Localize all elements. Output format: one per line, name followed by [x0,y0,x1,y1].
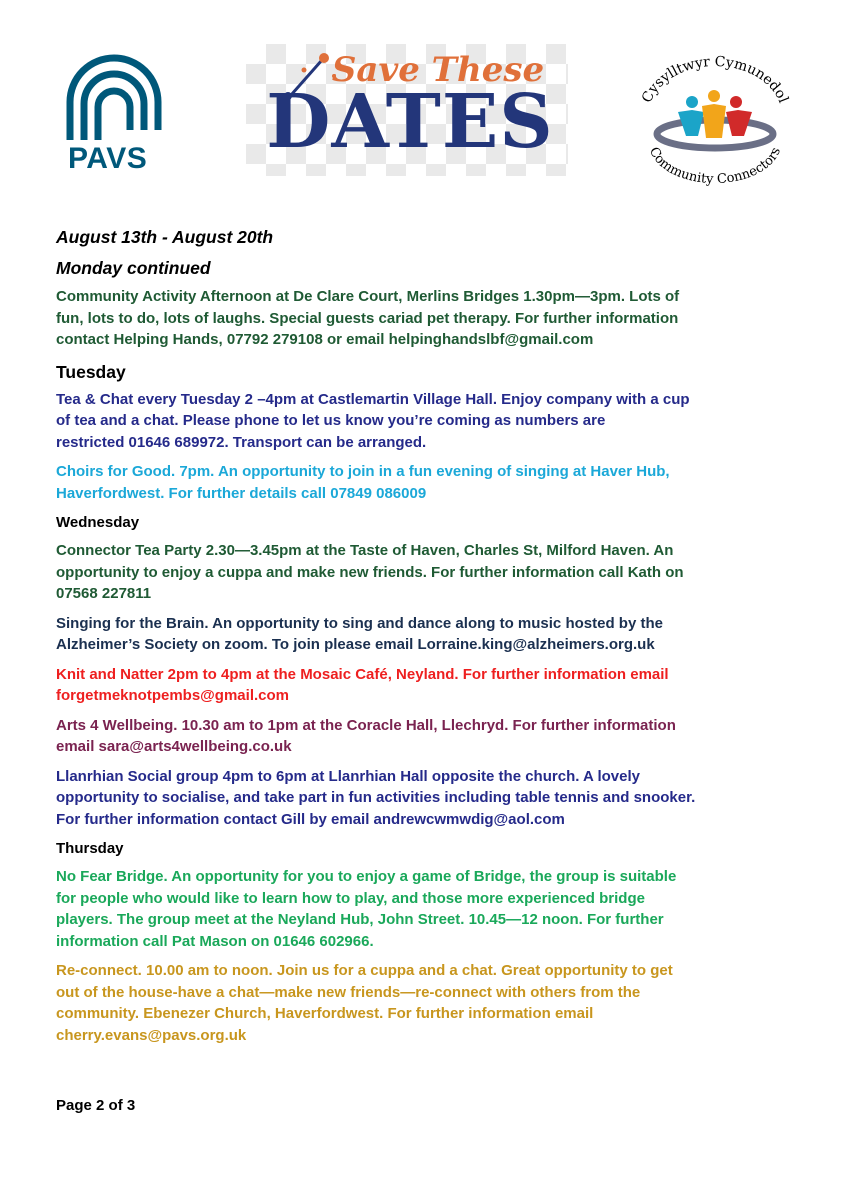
logo-english-text: Community Connectors [645,144,785,188]
pavs-arches-icon [62,52,174,142]
logo-welsh-text: Cysylltwyr Cymunedol [640,53,790,106]
day-heading-wednesday: Wednesday [56,514,140,531]
event-tea-and-chat: Tea & Chat every Tuesday 2 –4pm at Castlemartin Village Hall. Enjoy company with a cup of tea and a chat. Please phone to let us know you’re coming as numbers are restricted 01646 689972. Transport can be arranged. [56,390,690,451]
date-range-heading: August 13th - August 20th [56,227,274,247]
event-community-activity-afternoon: Community Activity Afternoon at De Clare Court, Merlins Bridges 1.30pm—3pm. Lots of fun, lots to do, lots of laughs. Special guests cariad pet therapy. For further information contact Helping Hands, 07792 279108 or email helpinghandslbf@gmail.com [56,288,680,348]
event-no-fear-bridge: No Fear Bridge. An opportunity for you to enjoy a game of Bridge, the group is suitable for people who would like to learn how to play, and those more experienced bridge players. The group meet at the Neyland Hub, John Street. 10.45—12 noon. For further information call Pat Mason on 01646 602966. [56,868,677,950]
event-arts-4-wellbeing: Arts 4 Wellbeing. 10.30 am to 1pm at the Coracle Hall, Llechryd. For further information email sara@arts4wellbeing.co.uk [56,716,676,755]
save-the-dates-banner [246,44,568,176]
community-connectors-logo [640,50,790,190]
monday-continued-heading: Monday continued [56,258,211,278]
pavs-logo-text: PAVS [68,142,148,175]
banner-line-save-these: Save These [331,50,545,90]
event-llanrhian-social-group: Llanrhian Social group 4pm to 6pm at Llanrhian Hall opposite the church. A lovely opportunity to socialise, and take part in fun activities including table tennis and snooker. For further information contact Gill by email andrewcwmwdig@aol.com [56,767,696,828]
event-re-connect: Re-connect. 10.00 am to noon. Join us for a cuppa and a chat. Great opportunity to get out of the house-have a chat—make new friends—re-connect with others from the community. Ebenezer Church, Haverfordwest. For further information email cherry.evans@pavs.org.uk [56,962,673,1044]
event-connector-tea-party: Connector Tea Party 2.30—3.45pm at the Taste of Haven, Charles St, Milford Haven. An opportunity to enjoy a cuppa and make new friends. For further information call Kath on 07568 227811 [56,542,684,602]
event-knit-and-natter: Knit and Natter 2pm to 4pm at the Mosaic Café, Neyland. For further information email forgetmeknotpembs@gmail.com [56,665,669,704]
event-singing-for-the-brain: Singing for the Brain. An opportunity to sing and dance along to music hosted by the Alzheimer’s Society on zoom. To join please email Lorraine.king@alzheimers.org.uk [56,614,663,653]
people-icon [678,90,752,138]
page-number: Page 2 of 3 [56,1097,136,1114]
header [0,0,848,205]
events-content [56,222,796,1054]
banner-line-dates: DATES [266,79,554,165]
day-heading-thursday: Thursday [56,840,124,857]
pavs-logo [62,52,174,177]
day-heading-tuesday: Tuesday [56,361,126,382]
event-choirs-for-good: Choirs for Good. 7pm. An opportunity to join in a fun evening of singing at Haver Hub, Haverfordwest. For further details call 07849 086009 [56,463,670,502]
